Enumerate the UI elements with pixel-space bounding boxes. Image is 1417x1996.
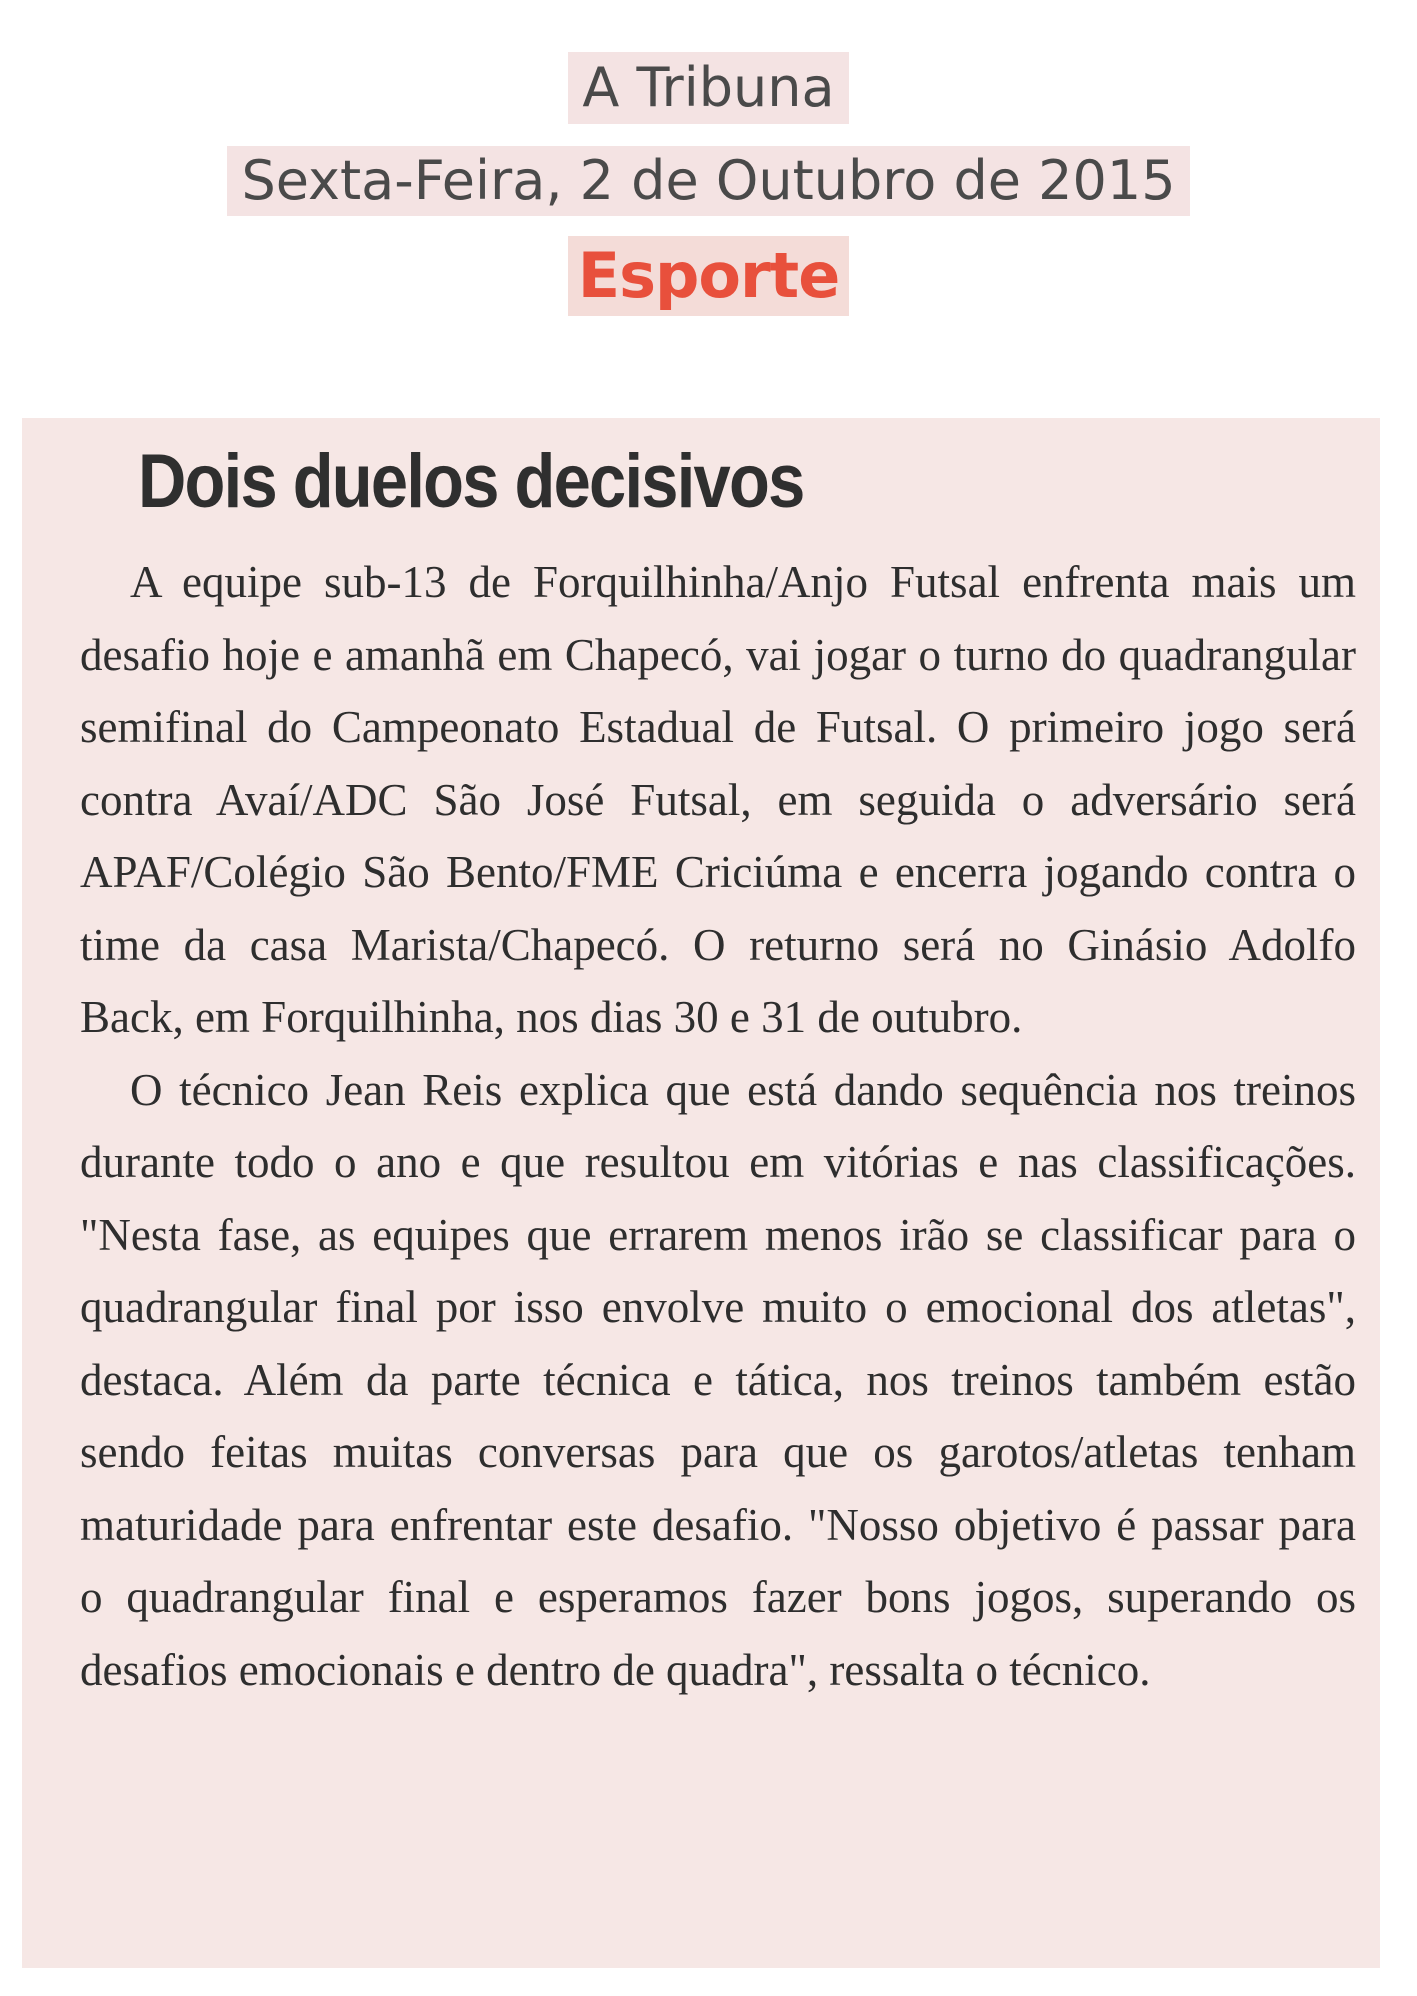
article-paragraph: A equipe sub-13 de Forquilhinha/Anjo Futsal enfrenta mais um desafio hoje e amanhã em Chapecó, vai jogar o turno do quadrangular semifinal do Campeonato Estadual de Futsal. O primeiro jogo será contra Avaí/ADC São José Futsal, em seguida o adversário será APAF/Colégio São Bento/FME Criciúma e encerra jogando contra o time da casa Marista/Chapecó. O returno será no Ginásio Adolfo Back, em Forquilhinha, nos dias 30 e 31 de outubro. [80, 557, 1356, 1042]
publication-date: Sexta-Feira, 2 de Outubro de 2015 [227, 146, 1189, 216]
section-label: Esporte [568, 236, 850, 316]
masthead [0, 0, 1417, 340]
article-clipping [22, 418, 1380, 1968]
newspaper-name-row [0, 52, 1417, 124]
article-paragraph: O técnico Jean Reis explica que está dando sequência nos treinos durante todo o ano e que resultou em vitórias e nas classificações. "Nesta fase, as equipes que errarem menos irão se classificar para o quadrangular final por isso envolve muito o emocional dos atletas", destaca. Além da parte técnica e tática, nos treinos também estão sendo feitas muitas conversas para que os garotos/atletas tenham maturidade para enfrentar este desafio. "Nosso objetivo é passar para o quadrangular final e esperamos fazer bons jogos, superando os desafios emocionais e dentro de quadra", ressalta o técnico. [80, 1064, 1356, 1695]
newspaper-name: A Tribuna [568, 52, 848, 124]
article-headline: Dois duelos decisivos [138, 439, 804, 524]
section-label-row [0, 236, 1417, 316]
publication-date-row [0, 146, 1417, 216]
